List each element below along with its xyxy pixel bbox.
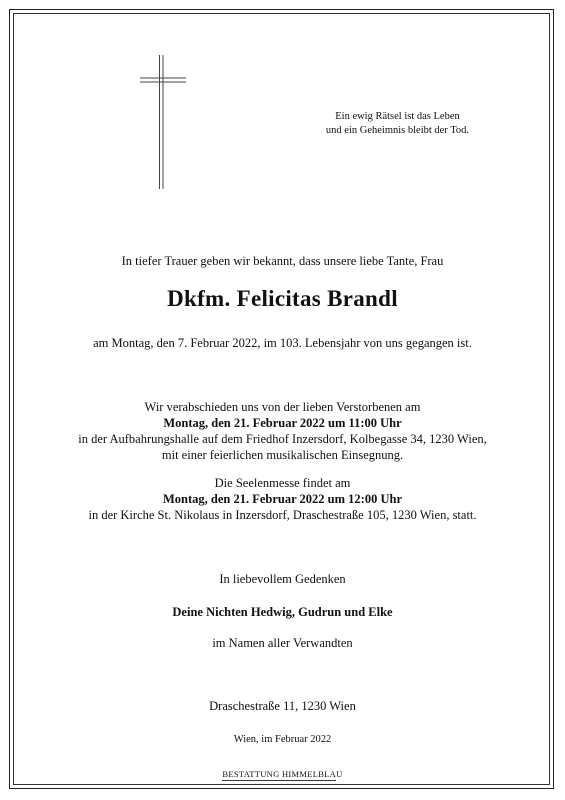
mass-intro: Die Seelenmesse findet am [214,476,351,490]
deceased-name: Dkfm. Felicitas Brandl [167,286,398,311]
motto-line-2: und ein Geheimnis bleibt der Tod. [325,125,470,136]
mourner-address: Draschestraße 11, 1230 Wien [209,699,356,713]
death-statement: am Montag, den 7. Februar 2022, im 103. Lebensjahr von uns gegangen ist. [93,336,472,350]
farewell-date: Montag, den 21. Februar 2022 um 11:00 Uhr [163,416,402,430]
mass-place: in der Kirche St. Nikolaus in Inzersdorf, Draschestraße 105, 1230 Wien, statt. [88,508,477,522]
memory-line: In liebevollem Gedenken [219,572,346,586]
relatives-line: im Namen aller Verwandten [212,636,353,650]
farewell-intro: Wir verabschieden uns von der lieben Verstorbenen am [144,400,421,414]
mass-date: Montag, den 21. Februar 2022 um 12:00 Uhr [162,492,402,506]
announcement-intro: In tiefer Trauer geben wir bekannt, dass unsere liebe Tante, Frau [121,254,444,268]
farewell-note: mit einer feierlichen musikalischen Einsegnung. [161,448,404,462]
motto-verse [300,110,495,138]
funeral-home: BESTATTUNG HIMMELBLAU [222,769,343,779]
cross-icon [140,55,186,189]
place-date: Wien, im Februar 2022 [233,734,332,745]
farewell-place: in der Aufbahrungshalle auf dem Friedhof Inzersdorf, Kolbegasse 34, 1230 Wien, [78,432,487,446]
motto-line-1: Ein ewig Rätsel ist das Leben [335,111,460,122]
footer-rule [222,780,336,781]
mourners: Deine Nichten Hedwig, Gudrun und Elke [172,605,393,619]
